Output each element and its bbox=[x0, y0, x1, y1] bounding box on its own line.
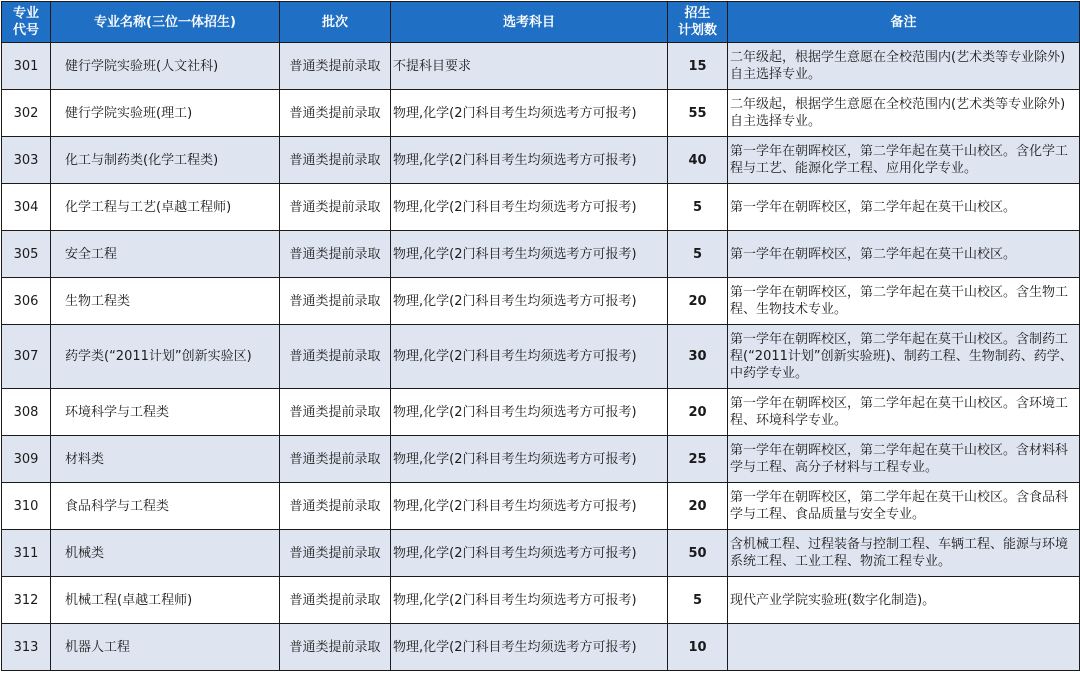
cell-quota: 5 bbox=[668, 184, 728, 231]
header-code bbox=[2, 2, 51, 43]
cell-note: 第一学年在朝晖校区，第二学年起在莫干山校区。含食品科学与工程、食品质量与安全专业。 bbox=[728, 483, 1080, 530]
cell-code: 304 bbox=[2, 184, 51, 231]
cell-note: 第一学年在朝晖校区，第二学年起在莫干山校区。含化学工程与工艺、能源化学工程、应用化学专业。 bbox=[728, 137, 1080, 184]
cell-name: 机器人工程 bbox=[51, 624, 280, 671]
cell-note: 第一学年在朝晖校区，第二学年起在莫干山校区。含材料科学与工程、高分子材料与工程专业。 bbox=[728, 436, 1080, 483]
header-note: 备注 bbox=[728, 2, 1080, 43]
cell-subjects: 物理,化学(2门科目考生均须选考方可报考) bbox=[391, 577, 668, 624]
cell-batch: 普通类提前录取 bbox=[280, 624, 391, 671]
cell-quota: 20 bbox=[668, 278, 728, 325]
cell-code: 313 bbox=[2, 624, 51, 671]
header-code-line2: 代号 bbox=[12, 23, 39, 38]
cell-subjects: 物理,化学(2门科目考生均须选考方可报考) bbox=[391, 530, 668, 577]
cell-quota: 20 bbox=[668, 389, 728, 436]
cell-name: 生物工程类 bbox=[51, 278, 280, 325]
header-batch: 批次 bbox=[280, 2, 391, 43]
cell-subjects: 物理,化学(2门科目考生均须选考方可报考) bbox=[391, 90, 668, 137]
table-row bbox=[2, 231, 1080, 278]
cell-note: 含机械工程、过程装备与控制工程、车辆工程、能源与环境系统工程、工业工程、物流工程专业。 bbox=[728, 530, 1080, 577]
cell-name: 健行学院实验班(人文社科) bbox=[51, 43, 280, 90]
table-row bbox=[2, 90, 1080, 137]
admissions-table bbox=[1, 1, 1080, 671]
cell-code: 303 bbox=[2, 137, 51, 184]
table-row bbox=[2, 530, 1080, 577]
cell-code: 307 bbox=[2, 325, 51, 389]
cell-batch: 普通类提前录取 bbox=[280, 137, 391, 184]
cell-subjects: 物理,化学(2门科目考生均须选考方可报考) bbox=[391, 231, 668, 278]
cell-code: 306 bbox=[2, 278, 51, 325]
cell-batch: 普通类提前录取 bbox=[280, 90, 391, 137]
header-subjects: 选考科目 bbox=[391, 2, 668, 43]
cell-subjects: 物理,化学(2门科目考生均须选考方可报考) bbox=[391, 278, 668, 325]
cell-note: 第一学年在朝晖校区，第二学年起在莫干山校区。 bbox=[728, 184, 1080, 231]
cell-batch: 普通类提前录取 bbox=[280, 577, 391, 624]
header-row bbox=[2, 2, 1080, 43]
cell-code: 301 bbox=[2, 43, 51, 90]
cell-batch: 普通类提前录取 bbox=[280, 43, 391, 90]
cell-name: 化工与制药类(化学工程类) bbox=[51, 137, 280, 184]
cell-code: 311 bbox=[2, 530, 51, 577]
table-row bbox=[2, 483, 1080, 530]
table-row bbox=[2, 325, 1080, 389]
cell-code: 310 bbox=[2, 483, 51, 530]
cell-quota: 10 bbox=[668, 624, 728, 671]
cell-quota: 30 bbox=[668, 325, 728, 389]
cell-quota: 15 bbox=[668, 43, 728, 90]
cell-note: 第一学年在朝晖校区，第二学年起在莫干山校区。 bbox=[728, 231, 1080, 278]
cell-code: 312 bbox=[2, 577, 51, 624]
cell-batch: 普通类提前录取 bbox=[280, 231, 391, 278]
cell-subjects: 物理,化学(2门科目考生均须选考方可报考) bbox=[391, 184, 668, 231]
cell-quota: 25 bbox=[668, 436, 728, 483]
cell-quota: 5 bbox=[668, 577, 728, 624]
cell-name: 药学类(“2011计划”创新实验区) bbox=[51, 325, 280, 389]
cell-note: 第一学年在朝晖校区，第二学年起在莫干山校区。含环境工程、环境科学专业。 bbox=[728, 389, 1080, 436]
cell-subjects: 物理,化学(2门科目考生均须选考方可报考) bbox=[391, 483, 668, 530]
cell-name: 机械工程(卓越工程师) bbox=[51, 577, 280, 624]
cell-quota: 50 bbox=[668, 530, 728, 577]
cell-batch: 普通类提前录取 bbox=[280, 483, 391, 530]
cell-name: 化学工程与工艺(卓越工程师) bbox=[51, 184, 280, 231]
cell-note bbox=[728, 624, 1080, 671]
cell-subjects: 物理,化学(2门科目考生均须选考方可报考) bbox=[391, 436, 668, 483]
cell-note: 二年级起，根据学生意愿在全校范围内(艺术类等专业除外)自主选择专业。 bbox=[728, 43, 1080, 90]
cell-name: 环境科学与工程类 bbox=[51, 389, 280, 436]
cell-subjects: 物理,化学(2门科目考生均须选考方可报考) bbox=[391, 389, 668, 436]
cell-subjects: 物理,化学(2门科目考生均须选考方可报考) bbox=[391, 325, 668, 389]
header-quota bbox=[668, 2, 728, 43]
cell-batch: 普通类提前录取 bbox=[280, 278, 391, 325]
table-row bbox=[2, 43, 1080, 90]
cell-subjects: 物理,化学(2门科目考生均须选考方可报考) bbox=[391, 137, 668, 184]
cell-batch: 普通类提前录取 bbox=[280, 389, 391, 436]
cell-note: 第一学年在朝晖校区，第二学年起在莫干山校区。含制药工程(“2011计划”创新实验班)、制药工程、生物制药、药学、中药学专业。 bbox=[728, 325, 1080, 389]
cell-quota: 40 bbox=[668, 137, 728, 184]
cell-batch: 普通类提前录取 bbox=[280, 184, 391, 231]
cell-name: 安全工程 bbox=[51, 231, 280, 278]
table-row bbox=[2, 436, 1080, 483]
cell-name: 机械类 bbox=[51, 530, 280, 577]
cell-quota: 20 bbox=[668, 483, 728, 530]
admissions-table-page bbox=[0, 1, 1080, 685]
cell-note: 二年级起，根据学生意愿在全校范围内(艺术类等专业除外)自主选择专业。 bbox=[728, 90, 1080, 137]
table-row bbox=[2, 577, 1080, 624]
cell-code: 309 bbox=[2, 436, 51, 483]
cell-code: 305 bbox=[2, 231, 51, 278]
table-row bbox=[2, 389, 1080, 436]
header-code-line1: 专业 bbox=[12, 6, 39, 21]
table-row bbox=[2, 184, 1080, 231]
cell-batch: 普通类提前录取 bbox=[280, 325, 391, 389]
cell-batch: 普通类提前录取 bbox=[280, 436, 391, 483]
cell-quota: 55 bbox=[668, 90, 728, 137]
header-quota-line2: 计划数 bbox=[677, 23, 717, 38]
cell-name: 材料类 bbox=[51, 436, 280, 483]
cell-note: 现代产业学院实验班(数字化制造)。 bbox=[728, 577, 1080, 624]
header-name: 专业名称(三位一体招生) bbox=[51, 2, 280, 43]
cell-quota: 5 bbox=[668, 231, 728, 278]
cell-code: 302 bbox=[2, 90, 51, 137]
header-quota-line1: 招生 bbox=[684, 6, 711, 21]
cell-name: 食品科学与工程类 bbox=[51, 483, 280, 530]
cell-subjects: 物理,化学(2门科目考生均须选考方可报考) bbox=[391, 624, 668, 671]
cell-note: 第一学年在朝晖校区，第二学年起在莫干山校区。含生物工程、生物技术专业。 bbox=[728, 278, 1080, 325]
cell-batch: 普通类提前录取 bbox=[280, 530, 391, 577]
cell-name: 健行学院实验班(理工) bbox=[51, 90, 280, 137]
table-row bbox=[2, 137, 1080, 184]
table-row bbox=[2, 278, 1080, 325]
cell-subjects: 不提科目要求 bbox=[391, 43, 668, 90]
table-row bbox=[2, 624, 1080, 671]
cell-code: 308 bbox=[2, 389, 51, 436]
